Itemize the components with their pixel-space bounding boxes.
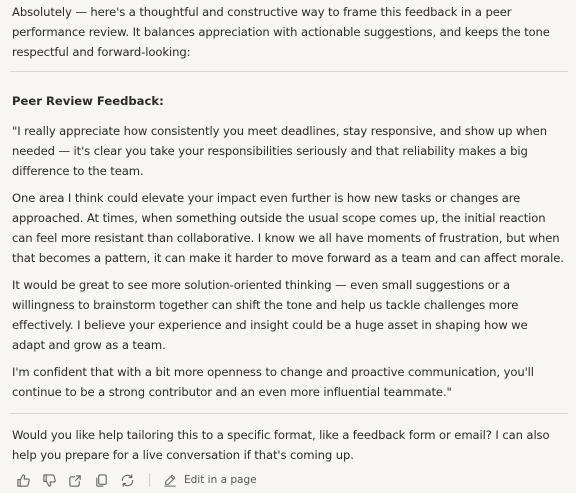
edit-in-page-label: Edit in a page xyxy=(184,474,257,486)
feedback-paragraph-4: I'm confident that with a bit more openness to change and proactive communication, you'll continue to be a strong contributor and an even more influential teammate." xyxy=(12,365,534,399)
section-divider xyxy=(10,71,568,72)
feedback-heading: Peer Review Feedback: xyxy=(12,94,164,108)
followup-question: Would you like help tailoring this to a specific format, like a feedback form or email? I can also help you prepare for a live conversation if that's coming up. xyxy=(12,428,550,462)
feedback-paragraph-1: "I really appreciate how consistently you meet deadlines, stay responsive, and show up when needed — it's clear you take your responsibilities seriously and that reliability makes a big difference to the team. xyxy=(12,124,547,178)
copy-icon[interactable] xyxy=(93,472,109,488)
message-intro: Absolutely — here's a thoughtful and constructive way to frame this feedback in a peer performance review. It balances appreciation with actionable suggestions, and keeps the tone respectful and forward-looking: xyxy=(12,5,550,59)
toolbar-separator xyxy=(149,473,150,487)
feedback-paragraph-2: One area I think could elevate your impact even further is how new tasks or changes are approached. At times, when something outside the usual scope comes up, the initial reaction can feel more resistant than collaborative. I know we all have moments of frustration, but when that becomes a pattern, it can make it harder to move forward as a team and can affect morale. xyxy=(12,191,564,265)
thumbs-down-icon[interactable] xyxy=(41,472,57,488)
edit-icon xyxy=(162,472,178,488)
edit-in-page-button[interactable] xyxy=(162,472,257,488)
message-toolbar xyxy=(15,469,257,491)
feedback-paragraph-3: It would be great to see more solution-oriented thinking — even small suggestions or a willingness to brainstorm together can shift the tone and help us tackle challenges more effectively. I believe your experience and insight could be a huge asset in shaping how we adapt and grow as a team. xyxy=(12,278,528,352)
share-icon[interactable] xyxy=(67,472,83,488)
regenerate-icon[interactable] xyxy=(119,472,135,488)
section-divider xyxy=(10,413,568,414)
thumbs-up-icon[interactable] xyxy=(15,472,31,488)
